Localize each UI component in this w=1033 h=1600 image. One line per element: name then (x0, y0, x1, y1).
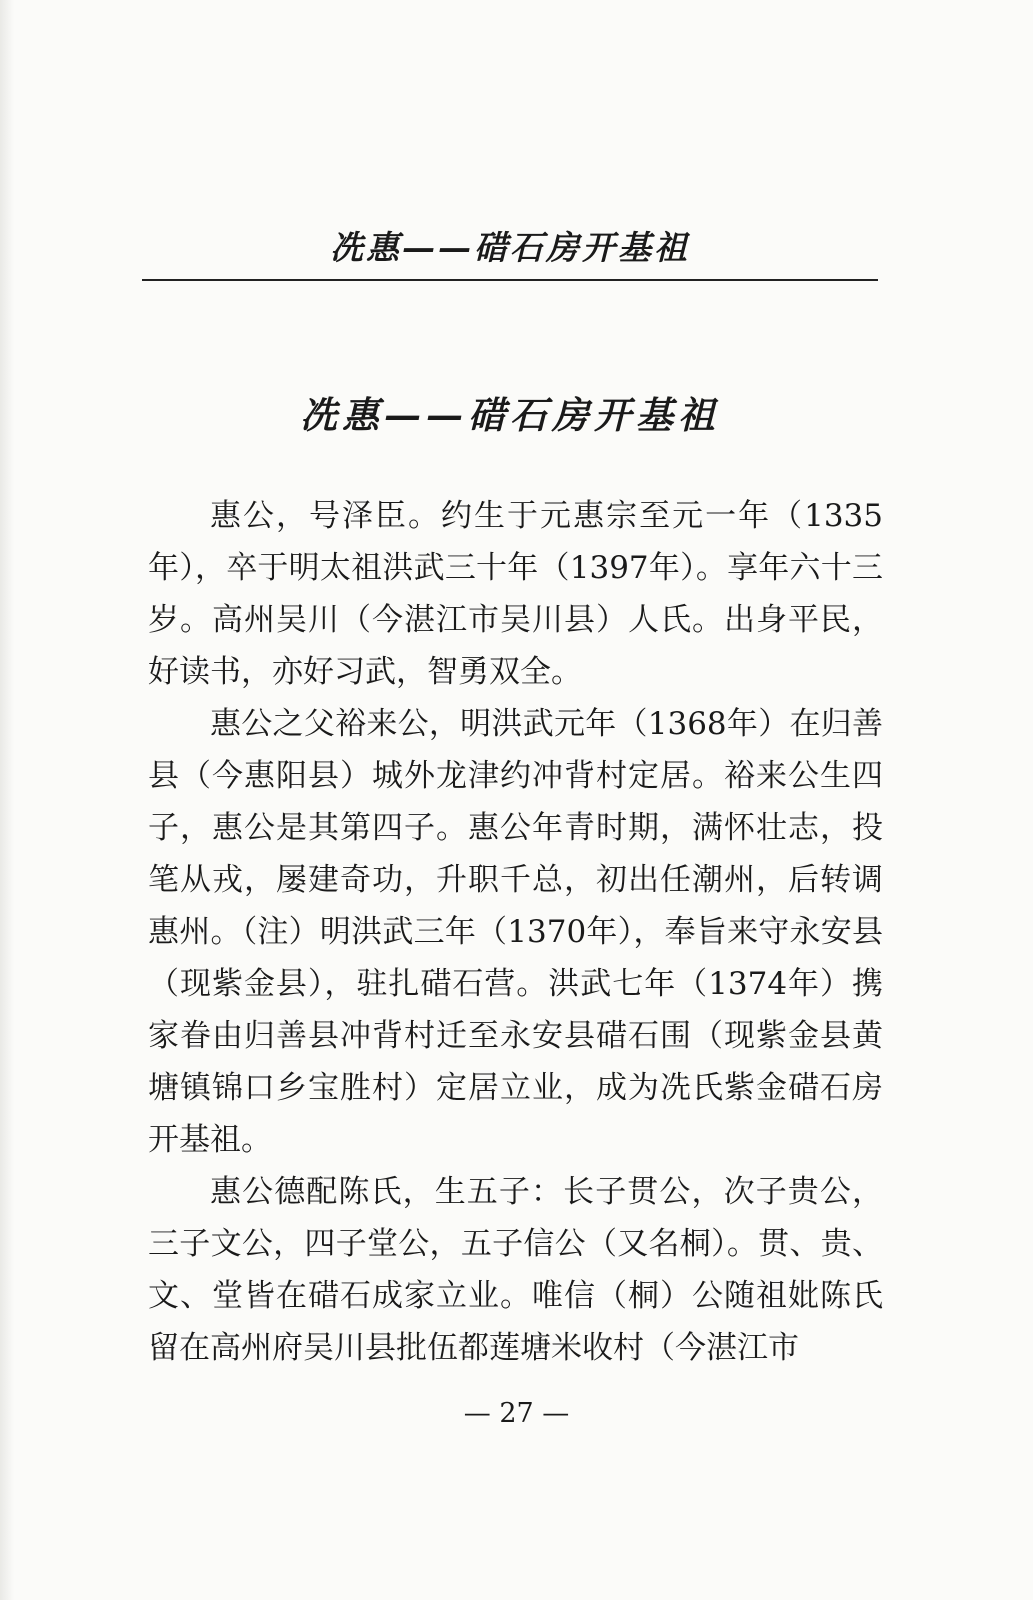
page-edge (0, 0, 14, 1600)
chapter-title: 冼惠——碏石房开基祖 (300, 393, 720, 437)
paragraph: 惠公，号泽臣。约生于元惠宗至元一年（1335年），卒于明太祖洪武三十年（1397年）。享年六十三岁。高州吴川（今湛江市吴川县）人氏。出身平民，好读书，亦好习武，智勇双全。 (148, 498, 883, 690)
paragraph: 惠公德配陈氏，生五子：长子贯公，次子贵公，三子文公，四子堂公，五子信公（又名桐）。贯、贵、文、堂皆在碏石成家立业。唯信（桐）公随祖妣陈氏留在高州府吴川县批伍都莲塘米收村（今湛江市 (148, 1174, 883, 1366)
body-text (148, 490, 883, 1374)
header-rule (142, 279, 878, 281)
paragraph: 惠公之父裕来公，明洪武元年（1368年）在归善县（今惠阳县）城外龙津约冲背村定居。裕来公生四子，惠公是其第四子。惠公年青时期，满怀壮志，投笔从戎，屡建奇功，升职千总，初出任潮州，后转调惠州。（注）明洪武三年（1370年），奉旨来守永安县（现紫金县），驻扎碏石营。洪武七年（1374年）携家眷由归善县冲背村迁至永安县碏石围（现紫金县黄塘镇锦口乡宝胜村）定居立业，成为冼氏紫金碏石房开基祖。 (148, 706, 883, 1158)
page-number: — 27 — (463, 1398, 570, 1429)
running-header: 冼惠——碏石房开基祖 (330, 228, 690, 267)
